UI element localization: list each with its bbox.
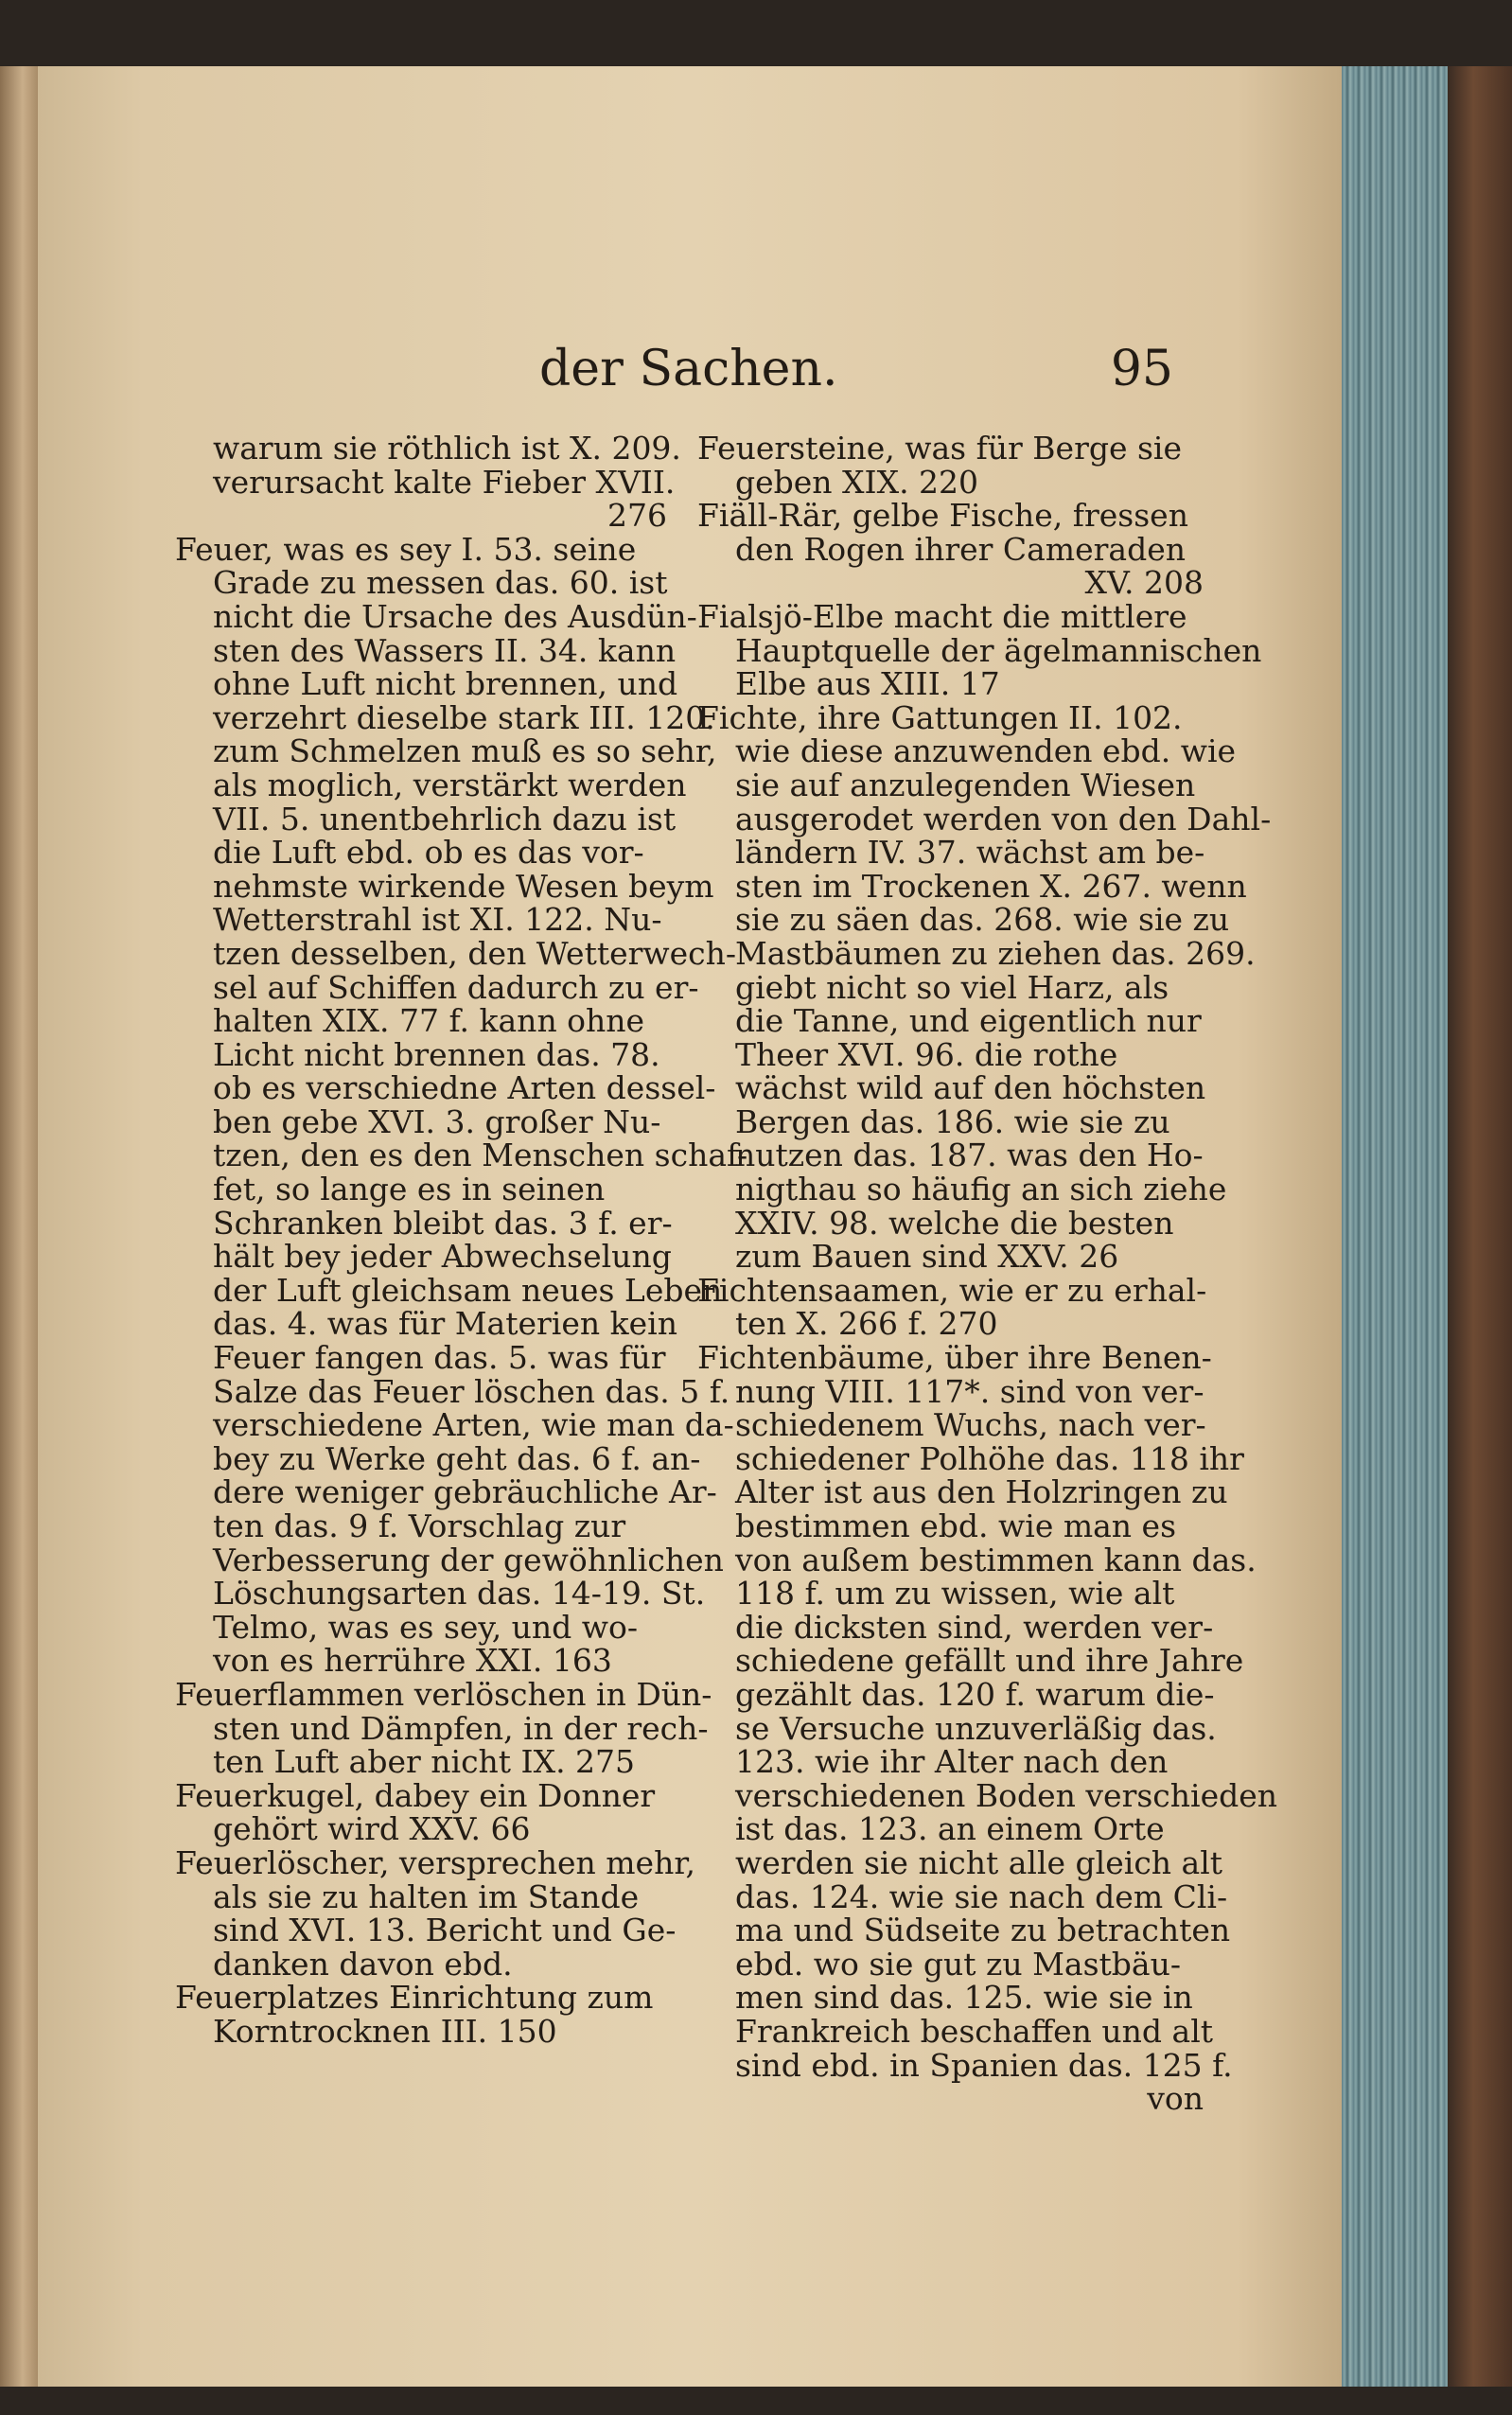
index-line: XXIV. 98. welche die besten	[735, 1204, 1174, 1242]
index-line: ob es verschiedne Arten dessel-	[213, 1069, 716, 1107]
index-line: sten des Wassers II. 34. kann	[213, 631, 677, 669]
page-number: 95	[1110, 341, 1173, 397]
index-line: schiedener Polhöhe das. 118 ihr	[735, 1439, 1244, 1477]
index-line: Fiäll-Rär, gelbe Fische, fressen	[697, 497, 1188, 535]
index-line: wie diese anzuwenden ebd. wie	[735, 732, 1237, 770]
index-line: sten und Dämpfen, in der rech-	[213, 1709, 709, 1747]
index-line: verschiedene Arten, wie man da-	[213, 1406, 734, 1444]
index-line: werden sie nicht alle gleich alt	[735, 1843, 1223, 1881]
index-line: Feuer fangen das. 5. was für	[213, 1339, 666, 1377]
index-line: schiedenem Wuchs, nach ver-	[735, 1406, 1206, 1444]
left-page-edge	[0, 66, 38, 2387]
index-line: die dicksten sind, werden ver-	[735, 1608, 1214, 1646]
running-header	[38, 341, 1211, 407]
index-line: ländern IV. 37. wächst am be-	[735, 834, 1205, 872]
index-line: zum Schmelzen muß es so sehr,	[213, 732, 717, 770]
index-line: verzehrt dieselbe stark III. 120.	[213, 698, 715, 736]
index-line: Salze das Feuer löschen das. 5 f.	[213, 1372, 730, 1410]
index-line: ist das. 123. an einem Orte	[735, 1810, 1165, 1848]
book-page	[38, 66, 1342, 2387]
index-line: ebd. wo sie gut zu Mastbäu-	[735, 1945, 1181, 1983]
index-line: VII. 5. unentbehrlich dazu ist	[213, 800, 677, 837]
index-line: wächst wild auf den höchsten	[735, 1069, 1206, 1107]
index-line: Korntrocknen III. 150	[213, 2012, 557, 2050]
index-line: Licht nicht brennen das. 78.	[213, 1035, 660, 1073]
index-line: warum sie röthlich ist X. 209.	[213, 430, 681, 467]
index-line: Elbe aus XIII. 17	[735, 665, 1000, 703]
running-title: der Sachen.	[539, 341, 838, 397]
index-line: 276	[607, 497, 667, 535]
index-line: der Luft gleichsam neues Leben	[213, 1271, 723, 1309]
index-line: Grade zu messen das. 60. ist	[213, 564, 668, 602]
index-line: sel auf Schiffen dadurch zu er-	[213, 968, 699, 1006]
index-line: men sind das. 125. wie sie in	[735, 1979, 1193, 2017]
index-column-left	[175, 430, 748, 2050]
index-line: Feuerflammen verlöschen in Dün-	[175, 1675, 712, 1713]
index-line: Feuersteine, was für Berge sie	[697, 430, 1183, 467]
index-line: se Versuche unzuverläßig das.	[735, 1709, 1217, 1747]
index-line: sie zu säen das. 268. wie sie zu	[735, 901, 1230, 939]
index-line: ausgerodet werden von den Dahl-	[735, 800, 1272, 837]
index-line: geben XIX. 220	[735, 463, 979, 501]
index-line: als moglich, verstärkt werden	[213, 766, 687, 803]
index-line: als sie zu halten im Stande	[213, 1877, 640, 1915]
index-line: die Luft ebd. ob es das vor-	[213, 834, 644, 872]
index-line: giebt nicht so viel Harz, als	[735, 968, 1169, 1006]
index-line: von es herrühre XXI. 163	[213, 1642, 612, 1680]
index-line: 118 f. um zu wissen, wie alt	[735, 1575, 1175, 1613]
index-line: bestimmen ebd. wie man es	[735, 1507, 1177, 1544]
index-line: Theer XVI. 96. die rothe	[735, 1035, 1118, 1073]
index-line: nung VIII. 117*. sind von ver-	[735, 1372, 1204, 1410]
index-line: schiedene gefällt und ihre Jahre	[735, 1642, 1244, 1680]
index-line: Frankreich beschaffen und alt	[735, 2012, 1214, 2050]
index-line: danken davon ebd.	[213, 1945, 513, 1983]
index-line: bey zu Werke geht das. 6 f. an-	[213, 1439, 701, 1477]
index-line: hält bey jeder Abwechselung	[213, 1238, 672, 1276]
index-line: Fichtenbäume, über ihre Benen-	[697, 1339, 1212, 1377]
index-line: das. 4. was für Materien kein	[213, 1305, 677, 1343]
index-line: Feuerplatzes Einrichtung zum	[175, 1979, 654, 2017]
index-line: Feuerkugel, dabey ein Donner	[175, 1776, 656, 1814]
index-line: 123. wie ihr Alter nach den	[735, 1743, 1169, 1781]
index-line: ten Luft aber nicht IX. 275	[213, 1743, 636, 1781]
index-line: Wetterstrahl ist XI. 122. Nu-	[213, 901, 662, 939]
index-line: tzen desselben, den Wetterwech-	[213, 934, 737, 972]
index-line: Hauptquelle der ägelmannischen	[735, 631, 1262, 669]
index-line: Schranken bleibt das. 3 f. er-	[213, 1204, 673, 1242]
page-fore-edge	[1342, 66, 1448, 2387]
index-line: Alter ist aus den Holzringen zu	[735, 1473, 1228, 1511]
index-line: Mastbäumen zu ziehen das. 269.	[735, 934, 1256, 972]
index-line: Bergen das. 186. wie sie zu	[735, 1102, 1170, 1140]
index-line: nigthau so häufig an sich ziehe	[735, 1171, 1227, 1208]
index-line: verursacht kalte Fieber XVII.	[213, 463, 676, 501]
index-line: gehört wird XXV. 66	[213, 1810, 531, 1848]
index-line: den Rogen ihrer Cameraden	[735, 530, 1186, 568]
index-line: von außem bestimmen kann das.	[735, 1541, 1257, 1578]
index-line: nehmste wirkende Wesen beym	[213, 867, 714, 905]
index-column-right	[697, 430, 1278, 2118]
index-line: Feuer, was es sey I. 53. seine	[175, 530, 637, 568]
index-line: gezählt das. 120 f. warum die-	[735, 1675, 1215, 1713]
index-line: Feuerlöscher, versprechen mehr,	[175, 1843, 695, 1881]
index-line: sie auf anzulegenden Wiesen	[735, 766, 1196, 803]
index-line: halten XIX. 77 f. kann ohne	[213, 1002, 645, 1040]
index-line: ma und Südseite zu betrachten	[735, 1912, 1231, 1949]
index-line: Löschungsarten das. 14-19. St.	[213, 1575, 706, 1613]
index-line: Telmo, was es sey, und wo-	[213, 1608, 639, 1646]
index-line: XV. 208	[1084, 564, 1204, 602]
book-cover-edge	[1448, 66, 1512, 2387]
index-line: sind XVI. 13. Bericht und Ge-	[213, 1912, 677, 1949]
index-line: Fichtensaamen, wie er zu erhal-	[697, 1271, 1207, 1309]
index-line: von	[1147, 2080, 1204, 2118]
index-line: dere weniger gebräuchliche Ar-	[213, 1473, 717, 1511]
index-line: tzen, den es den Menschen schaf-	[213, 1137, 748, 1174]
index-line: sind ebd. in Spanien das. 125 f.	[735, 2046, 1233, 2084]
index-line: Verbesserung der gewöhnlichen	[213, 1541, 724, 1578]
index-line: ben gebe XVI. 3. großer Nu-	[213, 1102, 661, 1140]
index-line: ohne Luft nicht brennen, und	[213, 665, 678, 703]
index-line: nutzen das. 187. was den Ho-	[735, 1137, 1204, 1174]
index-line: nicht die Ursache des Ausdün-	[213, 597, 697, 635]
index-line: die Tanne, und eigentlich nur	[735, 1002, 1202, 1040]
index-line: verschiedenen Boden verschieden	[735, 1776, 1278, 1814]
index-line: Fichte, ihre Gattungen II. 102.	[697, 698, 1183, 736]
index-line: sten im Trockenen X. 267. wenn	[735, 867, 1247, 905]
index-line: ten X. 266 f. 270	[735, 1305, 998, 1343]
index-line: ten das. 9 f. Vorschlag zur	[213, 1507, 626, 1544]
index-line: fet, so lange es in seinen	[213, 1171, 606, 1208]
index-line: Fialsjö-Elbe macht die mittlere	[697, 597, 1187, 635]
index-line: das. 124. wie sie nach dem Cli-	[735, 1877, 1228, 1915]
index-line: zum Bauen sind XXV. 26	[735, 1238, 1119, 1276]
